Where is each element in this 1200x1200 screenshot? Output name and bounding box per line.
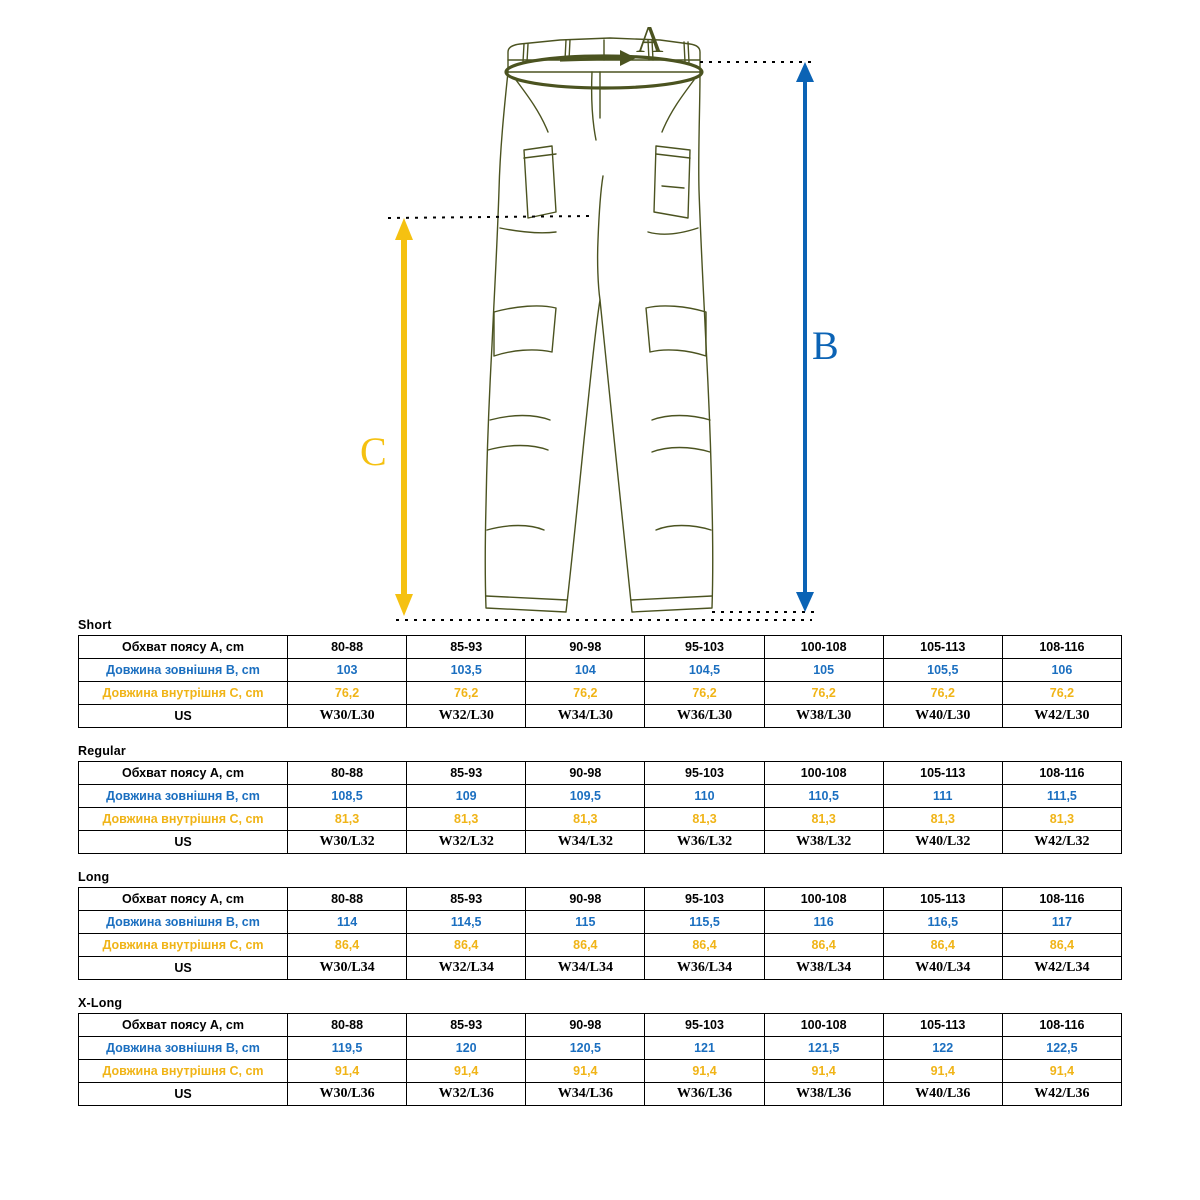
cell-us-5: W38/L30 xyxy=(764,705,883,728)
cell-outer-1: 114 xyxy=(288,911,407,934)
row-label-outer: Довжина зовнішня B, cm xyxy=(79,911,288,934)
cell-inner-5: 86,4 xyxy=(764,934,883,957)
cell-outer-2: 109 xyxy=(407,785,526,808)
cell-outer-7: 122,5 xyxy=(1002,1037,1121,1060)
table-row xyxy=(79,1037,1122,1060)
cell-outer-4: 121 xyxy=(645,1037,764,1060)
measure-label-a: A xyxy=(636,19,664,61)
table-regular xyxy=(78,761,1122,854)
cell-us-1: W30/L34 xyxy=(288,957,407,980)
size-table-block-long xyxy=(0,870,1200,980)
cell-inner-6: 86,4 xyxy=(883,934,1002,957)
cell-waist-1: 80-88 xyxy=(288,636,407,659)
measure-label-b: B xyxy=(812,323,839,368)
cell-outer-1: 119,5 xyxy=(288,1037,407,1060)
measure-a-ellipse xyxy=(506,50,702,88)
cell-us-1: W30/L36 xyxy=(288,1083,407,1106)
cell-waist-5: 100-108 xyxy=(764,888,883,911)
cell-outer-5: 105 xyxy=(764,659,883,682)
cell-outer-7: 106 xyxy=(1002,659,1121,682)
cell-inner-4: 86,4 xyxy=(645,934,764,957)
cell-waist-4: 95-103 xyxy=(645,762,764,785)
cell-inner-2: 76,2 xyxy=(407,682,526,705)
cell-inner-7: 86,4 xyxy=(1002,934,1121,957)
cell-inner-2: 91,4 xyxy=(407,1060,526,1083)
cell-outer-3: 109,5 xyxy=(526,785,645,808)
cell-us-6: W40/L34 xyxy=(883,957,1002,980)
cell-us-1: W30/L32 xyxy=(288,831,407,854)
cell-outer-6: 111 xyxy=(883,785,1002,808)
cell-us-3: W34/L30 xyxy=(526,705,645,728)
cell-waist-5: 100-108 xyxy=(764,1014,883,1037)
cell-waist-4: 95-103 xyxy=(645,636,764,659)
cell-outer-5: 116 xyxy=(764,911,883,934)
cell-us-4: W36/L34 xyxy=(645,957,764,980)
cell-outer-4: 110 xyxy=(645,785,764,808)
cell-outer-5: 110,5 xyxy=(764,785,883,808)
cell-inner-4: 91,4 xyxy=(645,1060,764,1083)
measure-c-guides xyxy=(388,216,812,620)
cell-inner-6: 91,4 xyxy=(883,1060,1002,1083)
cell-waist-6: 105-113 xyxy=(883,1014,1002,1037)
row-label-outer: Довжина зовнішня B, cm xyxy=(79,659,288,682)
row-label-inner: Довжина внутрішня C, cm xyxy=(79,682,288,705)
cell-outer-3: 120,5 xyxy=(526,1037,645,1060)
cell-inner-2: 86,4 xyxy=(407,934,526,957)
cell-inner-3: 86,4 xyxy=(526,934,645,957)
cell-inner-3: 81,3 xyxy=(526,808,645,831)
cell-waist-7: 108-116 xyxy=(1002,1014,1121,1037)
table-title-short: Short xyxy=(78,618,112,632)
row-label-inner: Довжина внутрішня C, cm xyxy=(79,808,288,831)
table-row xyxy=(79,831,1122,854)
row-label-us: US xyxy=(79,1083,288,1106)
cell-waist-6: 105-113 xyxy=(883,636,1002,659)
cell-us-5: W38/L34 xyxy=(764,957,883,980)
cell-inner-6: 76,2 xyxy=(883,682,1002,705)
measure-label-c: C xyxy=(360,429,387,474)
table-xlong xyxy=(78,1013,1122,1106)
row-label-waist: Обхват поясу A, cm xyxy=(79,636,288,659)
row-label-waist: Обхват поясу A, cm xyxy=(79,1014,288,1037)
table-row xyxy=(79,659,1122,682)
cell-inner-1: 81,3 xyxy=(288,808,407,831)
cell-inner-6: 81,3 xyxy=(883,808,1002,831)
cell-us-1: W30/L30 xyxy=(288,705,407,728)
table-row xyxy=(79,911,1122,934)
table-row xyxy=(79,682,1122,705)
table-long xyxy=(78,887,1122,980)
cell-waist-2: 85-93 xyxy=(407,762,526,785)
row-label-inner: Довжина внутрішня C, cm xyxy=(79,934,288,957)
cell-waist-5: 100-108 xyxy=(764,762,883,785)
cell-inner-5: 81,3 xyxy=(764,808,883,831)
table-row xyxy=(79,957,1122,980)
row-label-us: US xyxy=(79,957,288,980)
cell-outer-4: 115,5 xyxy=(645,911,764,934)
cell-us-7: W42/L32 xyxy=(1002,831,1121,854)
cell-inner-3: 91,4 xyxy=(526,1060,645,1083)
cell-outer-2: 114,5 xyxy=(407,911,526,934)
cell-inner-1: 86,4 xyxy=(288,934,407,957)
size-tables xyxy=(0,618,1200,1122)
row-label-us: US xyxy=(79,705,288,728)
table-row xyxy=(79,888,1122,911)
cell-us-2: W32/L30 xyxy=(407,705,526,728)
cell-waist-2: 85-93 xyxy=(407,636,526,659)
cell-waist-3: 90-98 xyxy=(526,762,645,785)
cell-waist-3: 90-98 xyxy=(526,636,645,659)
cell-outer-3: 115 xyxy=(526,911,645,934)
cell-us-7: W42/L30 xyxy=(1002,705,1121,728)
cell-outer-7: 117 xyxy=(1002,911,1121,934)
size-table-block-xlong xyxy=(0,996,1200,1106)
cell-us-5: W38/L32 xyxy=(764,831,883,854)
cell-inner-5: 76,2 xyxy=(764,682,883,705)
cell-us-6: W40/L30 xyxy=(883,705,1002,728)
cell-us-2: W32/L32 xyxy=(407,831,526,854)
cell-us-2: W32/L34 xyxy=(407,957,526,980)
cell-outer-2: 120 xyxy=(407,1037,526,1060)
cell-waist-7: 108-116 xyxy=(1002,762,1121,785)
measure-b-guides xyxy=(700,62,818,612)
cell-outer-1: 108,5 xyxy=(288,785,407,808)
cell-outer-1: 103 xyxy=(288,659,407,682)
cell-us-3: W34/L34 xyxy=(526,957,645,980)
cell-outer-7: 111,5 xyxy=(1002,785,1121,808)
table-row xyxy=(79,705,1122,728)
cell-us-3: W34/L36 xyxy=(526,1083,645,1106)
table-title-xlong: X-Long xyxy=(78,996,123,1010)
cell-waist-3: 90-98 xyxy=(526,1014,645,1037)
cell-inner-7: 81,3 xyxy=(1002,808,1121,831)
cell-inner-4: 81,3 xyxy=(645,808,764,831)
cell-us-6: W40/L36 xyxy=(883,1083,1002,1106)
table-row xyxy=(79,785,1122,808)
cell-waist-2: 85-93 xyxy=(407,1014,526,1037)
cell-us-2: W32/L36 xyxy=(407,1083,526,1106)
cell-us-3: W34/L32 xyxy=(526,831,645,854)
table-row xyxy=(79,934,1122,957)
cell-us-4: W36/L36 xyxy=(645,1083,764,1106)
cell-inner-3: 76,2 xyxy=(526,682,645,705)
cell-waist-4: 95-103 xyxy=(645,888,764,911)
cell-waist-1: 80-88 xyxy=(288,1014,407,1037)
row-label-inner: Довжина внутрішня C, cm xyxy=(79,1060,288,1083)
table-row xyxy=(79,1014,1122,1037)
cell-outer-3: 104 xyxy=(526,659,645,682)
table-title-regular: Regular xyxy=(78,744,126,758)
cell-outer-4: 104,5 xyxy=(645,659,764,682)
size-table-block-regular xyxy=(0,744,1200,854)
cell-inner-5: 91,4 xyxy=(764,1060,883,1083)
cell-outer-5: 121,5 xyxy=(764,1037,883,1060)
table-row xyxy=(79,762,1122,785)
table-row xyxy=(79,1083,1122,1106)
row-label-waist: Обхват поясу A, cm xyxy=(79,762,288,785)
table-row xyxy=(79,636,1122,659)
cell-us-7: W42/L34 xyxy=(1002,957,1121,980)
cell-outer-6: 105,5 xyxy=(883,659,1002,682)
cell-waist-7: 108-116 xyxy=(1002,888,1121,911)
cell-waist-5: 100-108 xyxy=(764,636,883,659)
row-label-us: US xyxy=(79,831,288,854)
cell-inner-4: 76,2 xyxy=(645,682,764,705)
cell-waist-7: 108-116 xyxy=(1002,636,1121,659)
table-row xyxy=(79,1060,1122,1083)
table-row xyxy=(79,808,1122,831)
cell-outer-6: 122 xyxy=(883,1037,1002,1060)
cell-outer-6: 116,5 xyxy=(883,911,1002,934)
cell-inner-1: 76,2 xyxy=(288,682,407,705)
cell-waist-4: 95-103 xyxy=(645,1014,764,1037)
cell-us-6: W40/L32 xyxy=(883,831,1002,854)
cell-outer-2: 103,5 xyxy=(407,659,526,682)
cell-us-7: W42/L36 xyxy=(1002,1083,1121,1106)
cell-inner-2: 81,3 xyxy=(407,808,526,831)
cell-inner-1: 91,4 xyxy=(288,1060,407,1083)
cell-us-4: W36/L30 xyxy=(645,705,764,728)
table-title-long: Long xyxy=(78,870,110,884)
row-label-waist: Обхват поясу A, cm xyxy=(79,888,288,911)
row-label-outer: Довжина зовнішня B, cm xyxy=(79,1037,288,1060)
cell-inner-7: 91,4 xyxy=(1002,1060,1121,1083)
cell-waist-1: 80-88 xyxy=(288,762,407,785)
cell-waist-1: 80-88 xyxy=(288,888,407,911)
cell-us-4: W36/L32 xyxy=(645,831,764,854)
cell-waist-2: 85-93 xyxy=(407,888,526,911)
size-table-block-short xyxy=(0,618,1200,728)
row-label-outer: Довжина зовнішня B, cm xyxy=(79,785,288,808)
cell-inner-7: 76,2 xyxy=(1002,682,1121,705)
cell-us-5: W38/L36 xyxy=(764,1083,883,1106)
cell-waist-6: 105-113 xyxy=(883,762,1002,785)
table-short xyxy=(78,635,1122,728)
cell-waist-3: 90-98 xyxy=(526,888,645,911)
cell-waist-6: 105-113 xyxy=(883,888,1002,911)
